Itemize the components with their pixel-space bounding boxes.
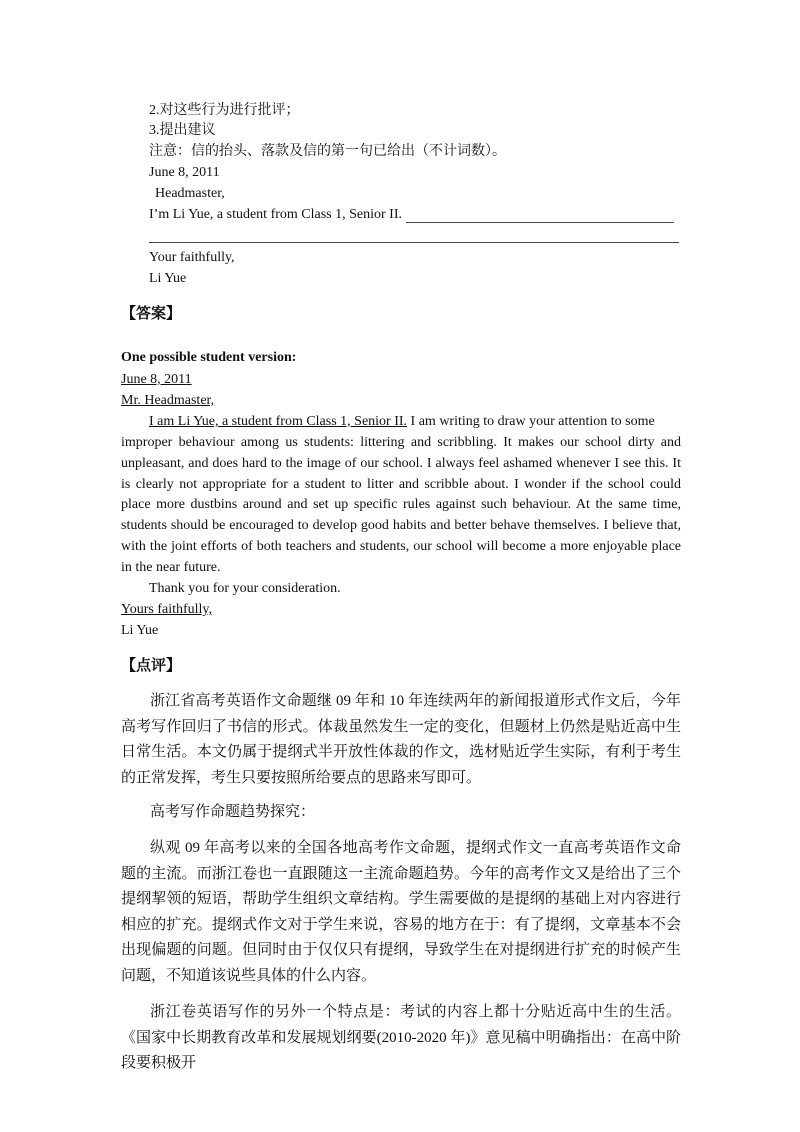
answer-body-line-4: is clearly not appropriate for a student to litter and scribble about. I wonder if the school could bbox=[121, 477, 681, 492]
prompt-item-2: 2.对这些行为进行批评； bbox=[149, 103, 300, 118]
answer-first-sentence: I am Li Yue, a student from Class 1, Senior II. bbox=[149, 414, 408, 429]
answer-date: June 8, 2011 bbox=[121, 372, 192, 387]
answer-closing: Yours faithfully, bbox=[121, 602, 213, 617]
prompt-note: 注意：信的抬头、落款及信的第一句已给出（不计词数）。 bbox=[149, 144, 506, 159]
prompt-salutation: Headmaster, bbox=[155, 186, 225, 201]
answer-blank-line-1 bbox=[406, 222, 674, 223]
answer-line1-rest: I am writing to draw your attention to some bbox=[407, 414, 655, 429]
prompt-first-line: I’m Li Yue, a student from Class 1, Senior II. bbox=[149, 207, 402, 222]
answer-body-line-5: place more dustbins around and set up specific rules against such behaviour. At the same time, bbox=[121, 497, 681, 512]
review-paragraph-2: 高考写作命题趋势探究： bbox=[150, 804, 316, 820]
answer-blank-line-2 bbox=[149, 242, 679, 243]
review-paragraph-3: 纵观 09 年高考以来的全国各地高考作文命题，提纲式作文一直高考英语作文命题的主流。而浙江卷也一直跟随这一主流命题趋势。今年的高考作文又是给出了三个提纲挈领的短语，帮助学生组织文章结构。学生需要做的是提纲的基础上对内容进行相应的扩充。提纲式作文对于学生来说，容易的地方在于：有了提纲，文章基本不会出现偏题的问题。但同时由于仅仅只有提纲，导致学生在对提纲进行扩充的时候产生问题，不知道该说些具体的什么内容。 bbox=[121, 840, 681, 984]
answer-body-line-8: in the near future. bbox=[121, 560, 221, 575]
answer-body-line-2: improper behaviour among us students: littering and scribbling. It makes our school dirty and bbox=[121, 435, 681, 450]
answer-signature: Li Yue bbox=[121, 623, 159, 638]
answer-heading: 【答案】 bbox=[121, 306, 182, 322]
review-heading: 【点评】 bbox=[121, 658, 182, 674]
answer-body-line-1 bbox=[121, 412, 681, 433]
answer-body-line-7: with the joint efforts of both teachers and students, our school will become a more enjoyable place bbox=[121, 539, 681, 554]
prompt-date: June 8, 2011 bbox=[149, 165, 220, 180]
answer-salutation: Mr. Headmaster, bbox=[121, 393, 215, 408]
answer-body-line-3: unpleasant, and does hard to the image of our school. I always feel ashamed whenever I see this. It bbox=[121, 456, 681, 471]
prompt-closing: Your faithfully, bbox=[149, 250, 235, 265]
prompt-item-3: 3.提出建议 bbox=[149, 123, 216, 138]
prompt-signature: Li Yue bbox=[149, 271, 187, 286]
review-paragraph-1: 浙江省高考英语作文命题继 09 年和 10 年连续两年的新闻报道形式作文后，今年高考写作回归了书信的形式。体裁虽然发生一定的变化，但题材上仍然是贴近高中生日常生活。本文仍属于提纲式半开放性体裁的作文，选材贴近学生实际，有利于考生的正常发挥，考生只要按照所给要点的思路来写即可。 bbox=[121, 693, 681, 786]
version-title: One possible student version: bbox=[121, 350, 297, 365]
answer-body-line-6: students should be encouraged to develop good habits and better behave themselves. I believe that, bbox=[121, 518, 681, 533]
answer-thanks: Thank you for your consideration. bbox=[149, 581, 341, 596]
review-paragraph-4: 浙江卷英语写作的另外一个特点是：考试的内容上都十分贴近高中生的生活。《国家中长期教育改革和发展规划纲要(2010-2020 年)》意见稿中明确指出：在高中阶段要积极开 bbox=[121, 1004, 681, 1071]
